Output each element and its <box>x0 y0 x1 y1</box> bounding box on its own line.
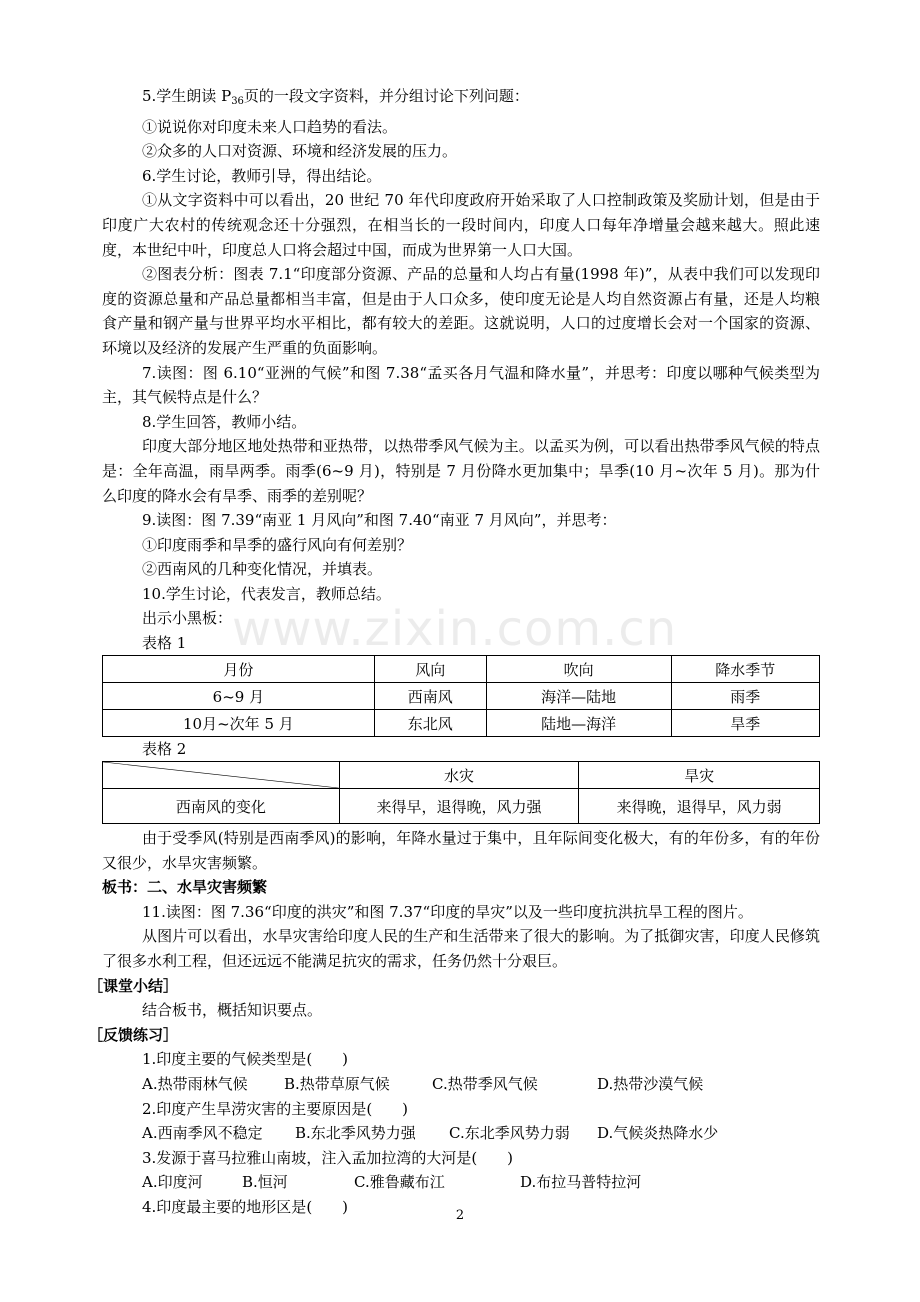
paragraph: 9.读图：图 7.39“南亚 1 月风向”和图 7.40“南亚 7 月风向”，并思考： <box>142 511 617 530</box>
question-2-options <box>102 1121 820 1146</box>
table-header-row <box>103 656 820 683</box>
table-cell: 6~9 月 <box>103 683 375 710</box>
question-2: 2.印度产生旱涝灾害的主要原因是( ) <box>142 1099 409 1118</box>
paragraph: 出示小黑板： <box>142 609 233 628</box>
diagonal-line <box>103 762 339 788</box>
table-cell: 来得晚，退得早，风力弱 <box>579 789 820 824</box>
table-cell: 旱季 <box>671 710 819 737</box>
table-row <box>103 710 820 737</box>
table-row <box>103 789 820 824</box>
table-cell: 雨季 <box>671 683 819 710</box>
watermark: www.zixin.com.cn <box>232 601 678 657</box>
table-header-cell: 旱灾 <box>579 762 820 789</box>
table-cell: 陆地—海洋 <box>486 710 671 737</box>
paragraph: ②西南风的几种变化情况，并填表。 <box>142 560 383 579</box>
table-cell: 东北风 <box>374 710 486 737</box>
option-c: C.东北季风势力弱 <box>449 1124 570 1143</box>
table2 <box>102 761 820 824</box>
paragraph: 10.学生讨论，代表发言，教师总结。 <box>142 584 391 603</box>
table-header-cell: 吹向 <box>486 656 671 683</box>
paragraph: 7.读图：图 6.10“亚洲的气候”和图 7.38“孟买各月气温和降水量”，并思考：印度以哪种气候类型为主，其气候特点是什么？ <box>102 363 820 407</box>
paragraph: ②众多的人口对资源、环境和经济发展的压力。 <box>142 142 458 161</box>
table2-caption: 表格 2 <box>142 740 187 759</box>
option-c: C.雅鲁藏布江 <box>354 1173 445 1192</box>
paragraph-5: 5.学生朗读 $P_{36}$页的一段文字资料，并分组讨论下列问题： <box>142 87 529 107</box>
table-header-cell: 水灾 <box>339 762 579 789</box>
table-cell: 10月~次年 5 月 <box>103 710 375 737</box>
table-header-cell: 风向 <box>374 656 486 683</box>
question-1: 1.印度主要的气候类型是( ) <box>142 1050 349 1069</box>
table-row <box>103 683 820 710</box>
table-cell: 来得早，退得晚，风力强 <box>339 789 579 824</box>
document-page <box>88 84 820 1220</box>
page-number: 2 <box>455 1208 465 1223</box>
table-header-row <box>103 762 820 789</box>
table-header-cell: 月份 <box>103 656 375 683</box>
option-b: B.热带草原气候 <box>284 1075 390 1093</box>
table-header-cell: 降水季节 <box>671 656 819 683</box>
table1 <box>102 655 820 737</box>
diagonal-header-cell <box>103 762 340 789</box>
option-a: A.热带雨林气候 <box>142 1075 248 1093</box>
board-heading: 板书：二、水旱灾害频繁 <box>102 878 268 897</box>
practice-heading: ［反馈练习］ <box>88 1025 179 1044</box>
option-d: D.布拉马普特拉河 <box>520 1173 642 1192</box>
paragraph: ②图表分析：图表 7.1“印度部分资源、产品的总量和人均占有量(1998 年)”，从表中我们可以发现印度的资源总量和产品总量都相当丰富，但是由于人口众多，使印度无论是人均自然资源占有量，还是人均粮食产量和钢产量与世界平均水平相比，都有较大的差距。这就说明，人口的过度增长会对一个国家的资源、环境以及经济的发展产生严重的负面影响。 <box>102 265 820 357</box>
option-c: C.热带季风气候 <box>432 1075 538 1093</box>
paragraph: ①从文字资料中可以看出，20 世纪 70 年代印度政府开始采取了人口控制政策及奖励计划，但是由于印度广大农村的传统观念还十分强烈，在相当长的一段时间内，印度人口每年净增量会越来越大。照此速度，本世纪中叶，印度总人口将会超过中国，而成为世界第一人口大国。 <box>102 191 820 259</box>
paragraph: 8.学生回答，教师小结。 <box>142 412 307 431</box>
option-b: B.东北季风势力强 <box>295 1124 416 1143</box>
option-d: D.热带沙漠气候 <box>597 1075 704 1093</box>
option-a: A.印度河 <box>142 1173 203 1192</box>
option-d: D.气候炎热降水少 <box>597 1124 719 1143</box>
paragraph: 6.学生讨论，教师引导，得出结论。 <box>142 166 382 185</box>
question-1-options <box>102 1072 820 1097</box>
question-3-options <box>102 1170 820 1195</box>
paragraph: 由于受季风(特别是西南季风)的影响，年降水量过于集中，且年际间变化极大，有的年份多，有的年份又很少，水旱灾害频繁。 <box>102 829 820 872</box>
table-cell: 西南风的变化 <box>103 789 340 824</box>
table1-caption: 表格 1 <box>142 634 187 653</box>
paragraph: 从图片可以看出，水旱灾害给印度人民的生产和生活带来了很大的影响。为了抵御灾害，印度人民修筑了很多水利工程，但还远远不能满足抗灾的需求，任务仍然十分艰巨。 <box>102 927 820 971</box>
paragraph: ①说说你对印度未来人口趋势的看法。 <box>142 117 398 136</box>
table-cell: 海洋—陆地 <box>486 683 671 710</box>
question-4: 4.印度最主要的地形区是( ) <box>142 1197 349 1216</box>
paragraph: 11.读图：图 7.36“印度的洪灾”和图 7.37“印度的旱灾”以及一些印度抗洪抗旱工程的图片。 <box>142 902 753 921</box>
table-cell: 西南风 <box>374 683 486 710</box>
summary-heading: ［课堂小结］ <box>88 976 179 995</box>
paragraph: 印度大部分地区地处热带和亚热带，以热带季风气候为主。以孟买为例，可以看出热带季风气候的特点是：全年高温，雨旱两季。雨季(6~9 月)，特别是 7 月份降水更加集中；旱季(10 月~次年 5 月)。那为什么印度的降水会有旱季、雨季的差别呢？ <box>102 437 820 505</box>
option-a: A.西南季风不稳定 <box>142 1124 263 1143</box>
paragraph: ①印度雨季和旱季的盛行风向有何差别？ <box>142 535 413 554</box>
question-3: 3.发源于喜马拉雅山南坡，注入孟加拉湾的大河是( ) <box>142 1148 514 1167</box>
summary-text: 结合板书，概括知识要点。 <box>142 1001 323 1020</box>
option-b: B.恒河 <box>242 1173 288 1192</box>
